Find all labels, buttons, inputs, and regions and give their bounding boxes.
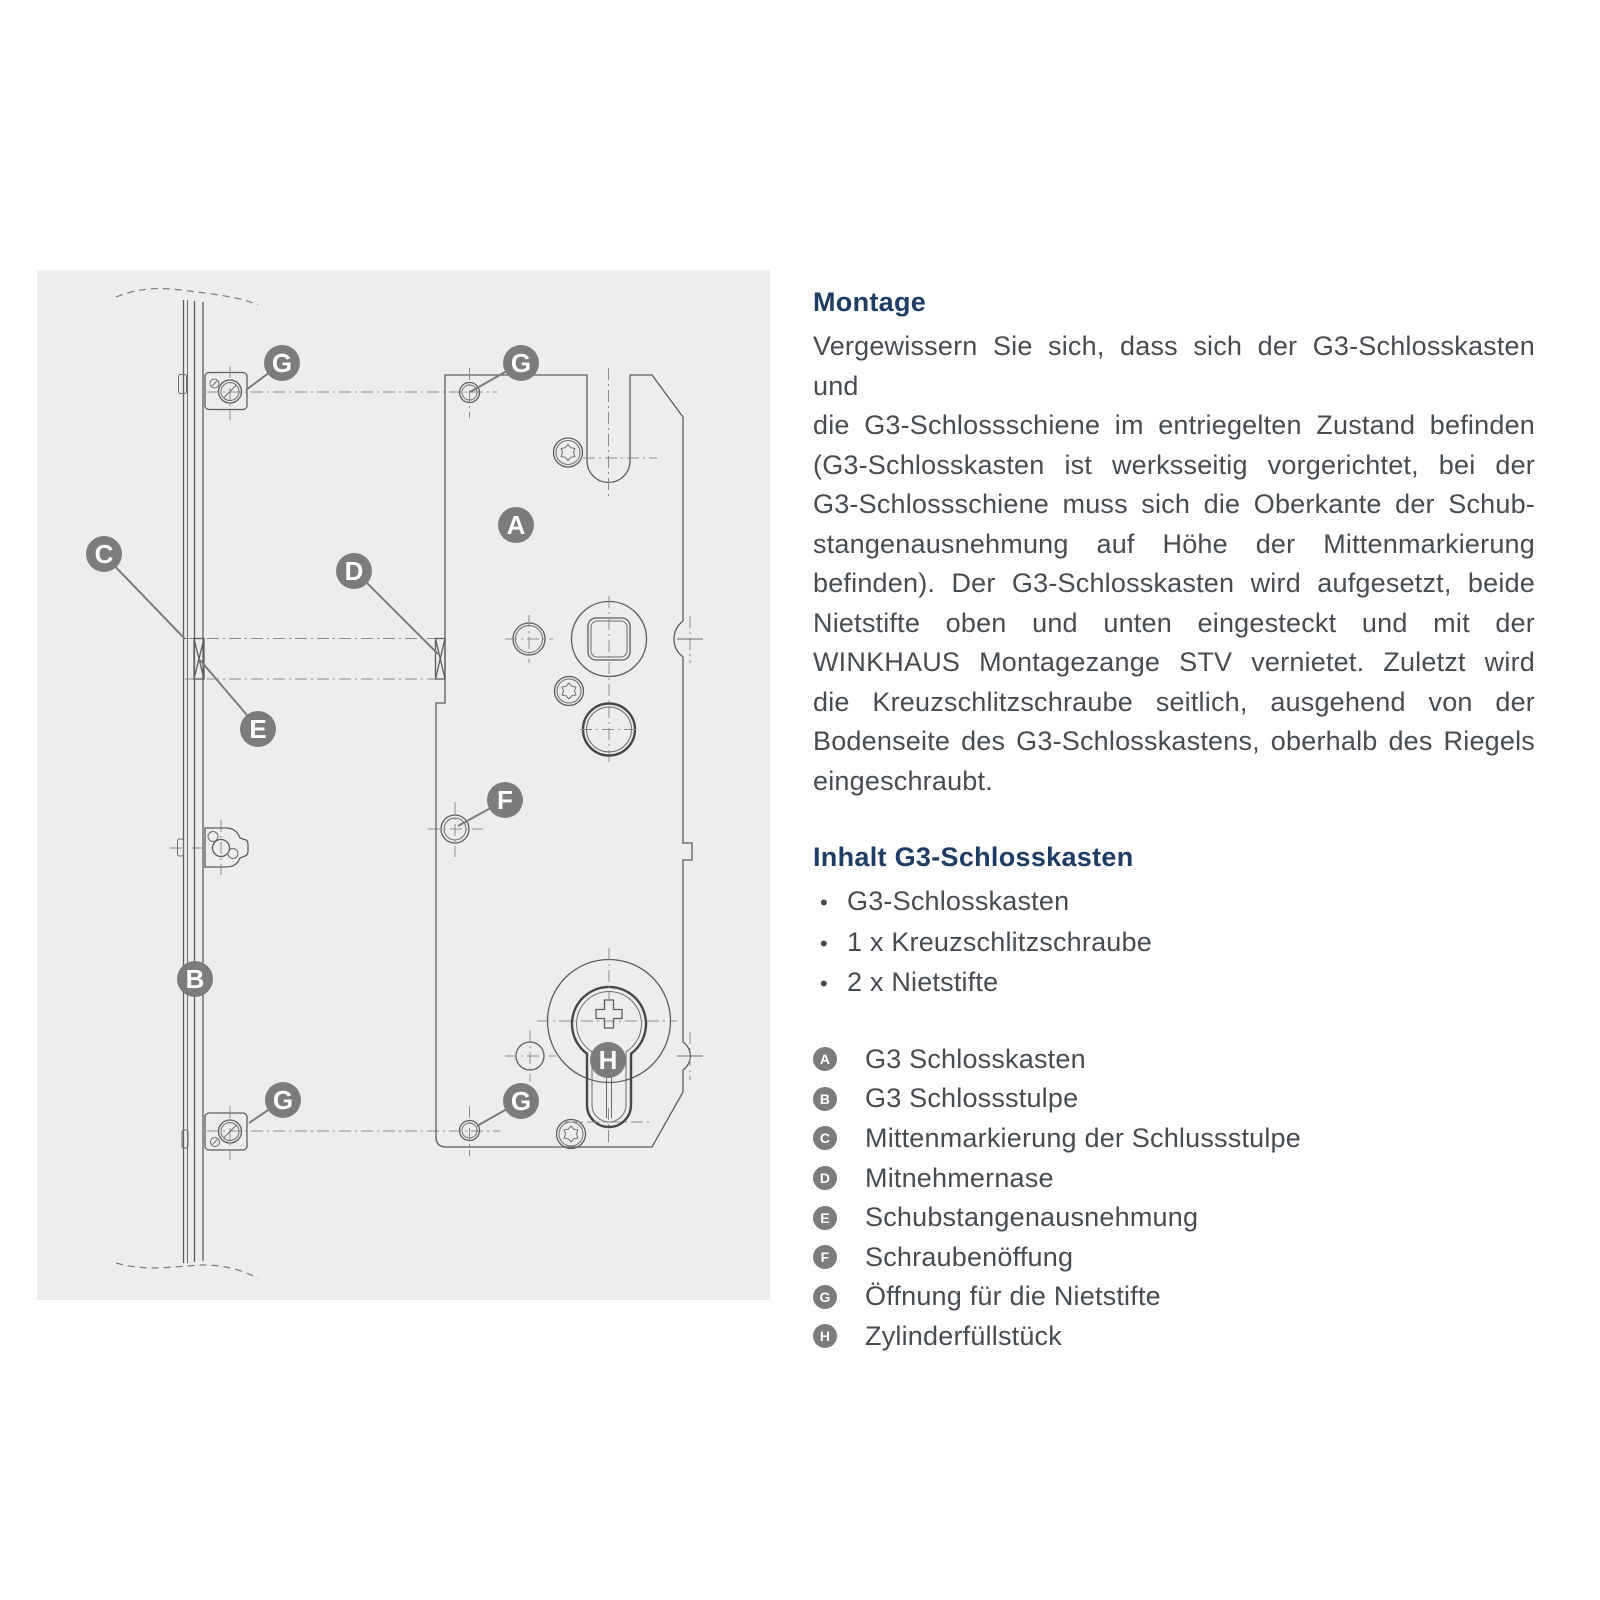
callout-f bbox=[487, 782, 523, 818]
legend-badge-h bbox=[813, 1324, 837, 1348]
callout-a bbox=[498, 507, 534, 543]
legend-badge-letter: C bbox=[819, 1130, 831, 1147]
legend-badge-letter: B bbox=[819, 1090, 831, 1107]
legend-badge-letter: G bbox=[819, 1288, 831, 1305]
legend-item bbox=[813, 1317, 1535, 1357]
instructions-column bbox=[813, 286, 1535, 1356]
svg-text:G: G bbox=[510, 1086, 532, 1116]
svg-text:F: F bbox=[497, 785, 513, 815]
list-item-label: 2 x Nietstifte bbox=[847, 967, 999, 997]
legend-badge-c bbox=[813, 1126, 837, 1150]
legend-badge-g bbox=[813, 1285, 837, 1309]
inhalt-list bbox=[813, 882, 1535, 1004]
list-item bbox=[813, 882, 1535, 923]
legend-badge-b bbox=[813, 1087, 837, 1111]
paragraph-line: G3-Schlossschiene muss sich die Oberkante der Schub- bbox=[813, 489, 1535, 519]
callout-g-top-right bbox=[503, 345, 539, 381]
bullet-icon: • bbox=[820, 890, 828, 915]
legend-item bbox=[813, 1158, 1535, 1198]
legend-label: G3 Schlossstulpe bbox=[865, 1083, 1079, 1114]
svg-text:G: G bbox=[510, 348, 532, 378]
legend-badge-d bbox=[813, 1166, 837, 1190]
legend-badge-letter: F bbox=[820, 1249, 830, 1266]
svg-text:G: G bbox=[272, 1085, 294, 1115]
legend-badge-e bbox=[813, 1206, 837, 1230]
paragraph-line: stangenausnehmung auf Höhe der Mittenmarkierung bbox=[813, 528, 1535, 559]
callout-e bbox=[240, 711, 276, 747]
callout-g-top-left bbox=[264, 345, 300, 381]
callout-c bbox=[86, 536, 122, 572]
legend-label: G3 Schlosskasten bbox=[865, 1043, 1086, 1074]
legend-item bbox=[813, 1079, 1535, 1119]
list-item-label: 1 x Kreuzschlitzschraube bbox=[847, 926, 1152, 957]
paragraph-line: befinden). Der G3-Schlosskasten wird aufgesetzt, beide bbox=[813, 568, 1535, 598]
callout-g-bottom-right bbox=[503, 1083, 539, 1119]
paragraph-line: (G3-Schlosskasten ist werksseitig vorgerichtet, bei der bbox=[813, 449, 1535, 480]
paragraph-line: eingeschraubt. bbox=[813, 765, 993, 796]
paragraph-line: WINKHAUS Montagezange STV vernietet. Zuletzt wird bbox=[813, 647, 1535, 677]
paragraph-line: die G3-Schlossschiene im entriegelten Zustand befinden bbox=[813, 410, 1535, 440]
legend-item bbox=[813, 1119, 1535, 1159]
callout-g-bottom-left bbox=[265, 1082, 301, 1118]
legend-badge-f bbox=[813, 1245, 837, 1269]
legend-badge-letter: H bbox=[819, 1328, 831, 1345]
legend-label: Schubstangenausnehmung bbox=[865, 1202, 1199, 1233]
callout-d bbox=[336, 553, 372, 589]
bullet-icon: • bbox=[820, 930, 828, 956]
svg-text:G: G bbox=[271, 348, 293, 378]
legend-list bbox=[813, 1040, 1535, 1357]
legend-label: Mitnehmernase bbox=[865, 1162, 1054, 1193]
paragraph-line: Vergewissern Sie sich, dass sich der G3-Schlosskasten und bbox=[813, 331, 1535, 401]
inhalt-heading: Inhalt G3-Schlosskasten bbox=[813, 842, 1134, 872]
paragraph-line: Nietstifte oben und unten eingesteckt und mit der bbox=[813, 607, 1535, 638]
callout-b bbox=[177, 961, 213, 997]
paragraph-line: Bodenseite des G3-Schlosskastens, oberhalb des Riegels bbox=[813, 726, 1535, 756]
svg-text:A: A bbox=[506, 510, 526, 540]
list-item bbox=[813, 963, 1535, 1004]
svg-text:C: C bbox=[94, 539, 114, 569]
diagram-panel-bg bbox=[37, 270, 770, 1300]
legend-badge-letter: E bbox=[820, 1209, 830, 1226]
legend-label: Schraubenöffung bbox=[865, 1241, 1074, 1272]
callout-h bbox=[590, 1042, 626, 1078]
legend-badge-a bbox=[813, 1047, 837, 1071]
list-item-label: G3-Schlosskasten bbox=[847, 886, 1070, 916]
legend-item bbox=[813, 1198, 1535, 1238]
legend-label: Zylinderfüllstück bbox=[865, 1320, 1062, 1351]
paragraph-line: die Kreuzschlitzschraube seitlich, ausgehend von der bbox=[813, 686, 1535, 717]
svg-text:H: H bbox=[598, 1045, 618, 1075]
legend-item bbox=[813, 1237, 1535, 1277]
legend-badge-letter: A bbox=[819, 1051, 831, 1068]
legend-item bbox=[813, 1277, 1535, 1317]
legend-badge-letter: D bbox=[819, 1170, 831, 1187]
legend-item bbox=[813, 1040, 1535, 1080]
svg-text:B: B bbox=[185, 964, 205, 994]
montage-paragraph bbox=[813, 327, 1535, 801]
bullet-icon: • bbox=[820, 971, 828, 996]
montage-heading: Montage bbox=[813, 287, 927, 317]
svg-text:D: D bbox=[344, 556, 364, 586]
legend-label: Öffnung für die Nietstifte bbox=[865, 1281, 1161, 1312]
list-item bbox=[813, 923, 1535, 964]
lock-assembly-diagram bbox=[37, 270, 770, 1300]
svg-text:E: E bbox=[249, 714, 267, 744]
legend-label: Mittenmarkierung der Schlussstulpe bbox=[865, 1122, 1301, 1153]
